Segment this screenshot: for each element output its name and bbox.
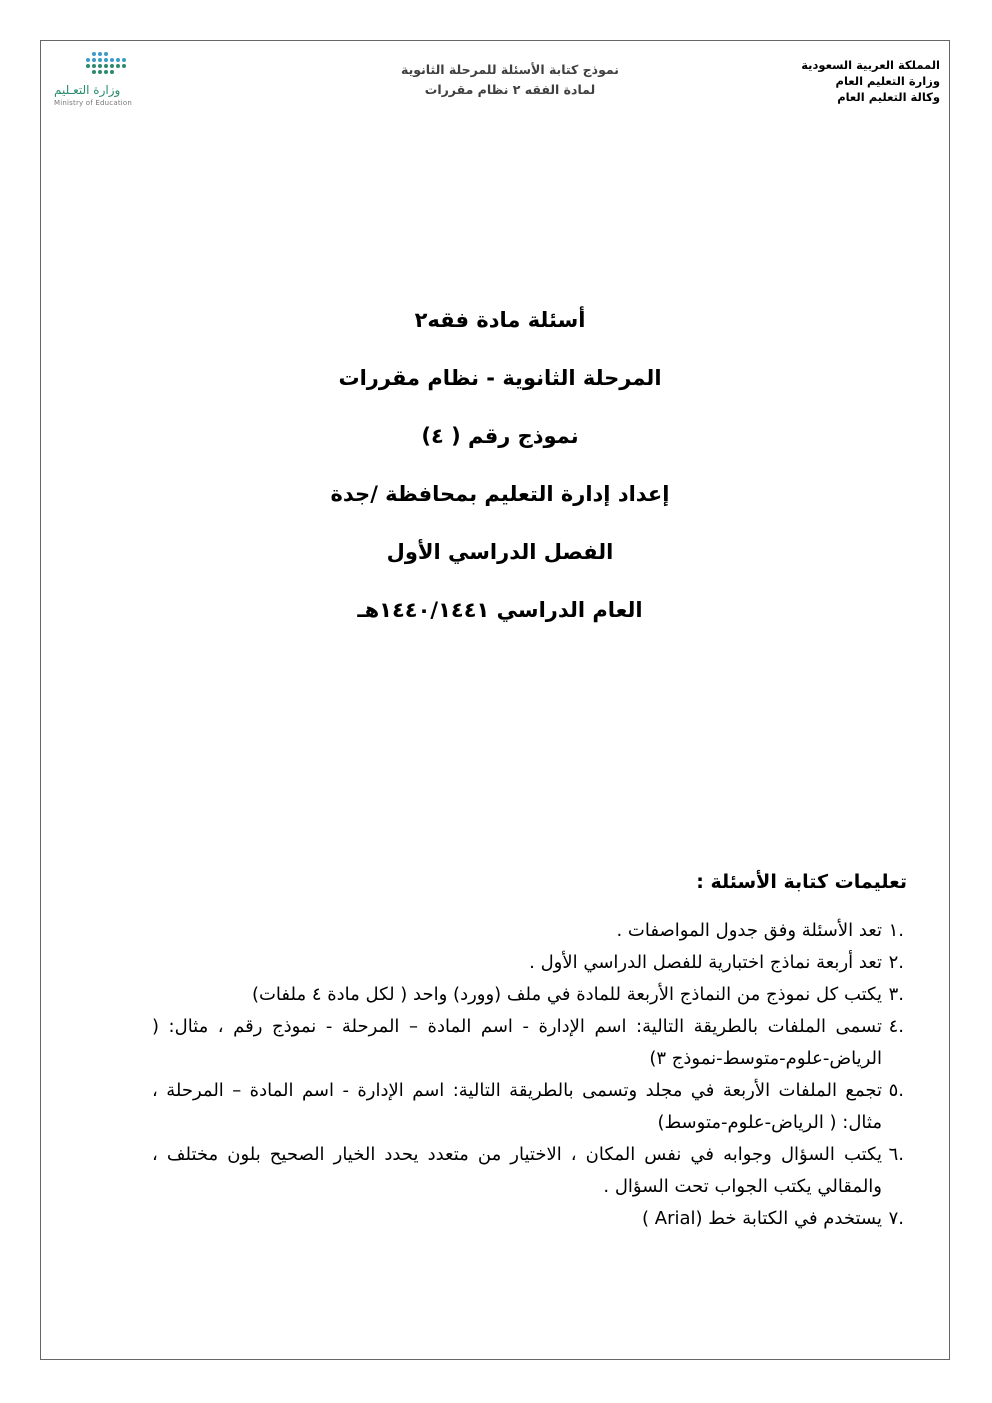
title-stage: المرحلة الثانوية - نظام مقررات	[338, 366, 662, 390]
item-number: .٢	[888, 952, 904, 973]
instructions-list	[152, 915, 904, 1235]
logo-english-text: Ministry of Education	[54, 99, 133, 107]
item-text: يكتب كل نموذج من النماذج الأربعة للمادة في ملف (وورد) واحد ( لكل مادة ٤ ملفات)	[251, 984, 882, 1005]
header-form-line-1: نموذج كتابة الأسئلة للمرحلة الثانوية	[401, 62, 619, 77]
header-ministry: وزارة التعليم العام	[835, 74, 940, 88]
logo-arabic-text: وزارة التعـليم	[54, 83, 121, 97]
list-item	[152, 915, 904, 947]
item-text: يستخدم في الكتابة خط (Arial )	[642, 1208, 882, 1229]
item-number: .٧	[888, 1208, 904, 1229]
title-prepared-by: إعداد إدارة التعليم بمحافظة /جدة	[330, 482, 670, 506]
item-text: تسمى الملفات بالطريقة التالية: اسم الإدارة - اسم المادة – المرحلة - نموذج رقم ، مثال: ( الرياض-علوم-متوسط-نموذج ٣)	[152, 1016, 882, 1069]
item-number: .١	[888, 920, 904, 941]
instructions-heading: تعليمات كتابة الأسئلة :	[696, 871, 907, 893]
header-form-line-2: لمادة الفقه ٢ نظام مقررات	[424, 82, 596, 97]
list-item	[152, 979, 904, 1011]
list-item	[152, 1139, 904, 1203]
exam-title-block	[200, 300, 800, 648]
list-item	[152, 1203, 904, 1235]
header-agency: وكالة التعليم العام	[837, 90, 940, 104]
header-organization	[801, 57, 940, 105]
item-number: .٤	[888, 1016, 904, 1037]
item-number: .٣	[888, 984, 904, 1005]
header-form-title	[380, 60, 640, 100]
title-form-number: نموذج رقم ( ٤)	[421, 424, 579, 448]
list-item	[152, 1075, 904, 1139]
list-item	[152, 1011, 904, 1075]
item-text: يكتب السؤال وجوابه في نفس المكان ، الاختيار من متعدد يحدد الخيار الصحيح بلون مختلف ، والمقالي يكتب الجواب تحت السؤال .	[152, 1144, 882, 1197]
item-text: تعد أربعة نماذج اختبارية للفصل الدراسي الأول .	[529, 952, 882, 973]
header-country: المملكة العربية السعودية	[801, 58, 940, 72]
logo-dots-icon	[86, 52, 126, 74]
list-item	[152, 947, 904, 979]
title-academic-year: العام الدراسي ١٤٤٠/١٤٤١هـ	[357, 598, 643, 622]
item-text: تعد الأسئلة وفق جدول المواصفات .	[616, 920, 882, 941]
title-semester: الفصل الدراسي الأول	[386, 540, 614, 564]
title-subject: أسئلة مادة فقه٢	[414, 308, 586, 332]
item-text: تجمع الملفات الأربعة في مجلد وتسمى بالطريقة التالية: اسم الإدارة - اسم المادة – المرحلة ، مثال: ( الرياض-علوم-متوسط)	[152, 1080, 882, 1133]
item-number: .٥	[888, 1080, 904, 1101]
item-number: .٦	[888, 1144, 904, 1165]
